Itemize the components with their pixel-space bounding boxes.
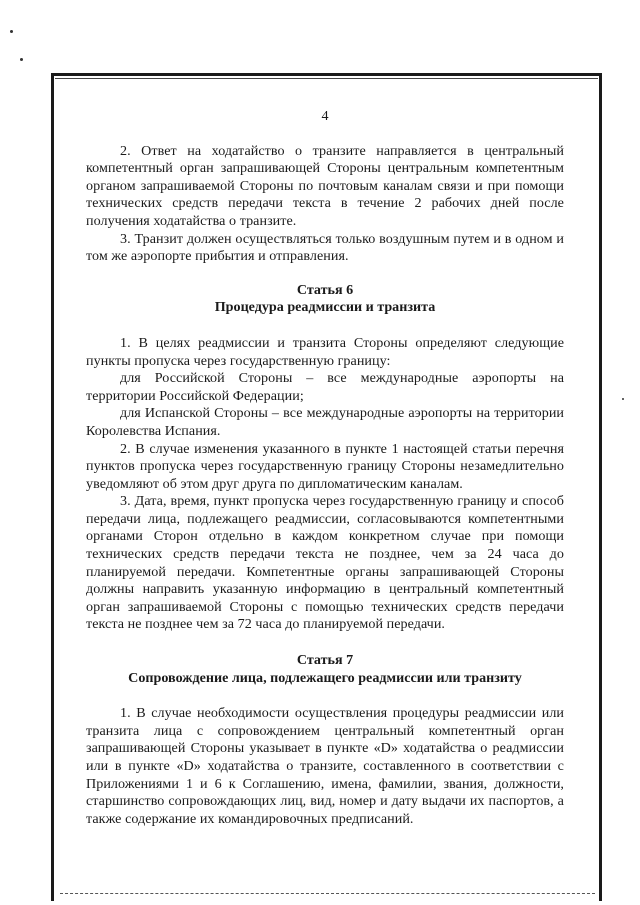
paragraph: 1. В случае необходимости осуществления процедуры реадмиссии или транзита лица с сопровождением центральный компетентный орган запрашивающей Стороны указывает в пункте «D» ходатайства о реадмиссии или в пункте «D» ходатайства о транзите, составленного в соответствии с Приложениями 1 и 6 к Соглашению, имена, фамилии, звания, должности, старшинство сопровождающих лиц, вид, номер и дату выдачи их паспортов, а также содержание их командировочных предписаний. bbox=[86, 705, 564, 827]
page-frame-bottom-line bbox=[60, 893, 595, 894]
article-6-number: Статья 6 bbox=[296, 281, 354, 298]
paragraph: 1. В целях реадмиссии и транзита Стороны определяют следующие пункты пропуска через государственную границу: bbox=[86, 334, 564, 369]
page-frame-inner-line bbox=[55, 78, 598, 79]
scan-speck bbox=[20, 58, 23, 61]
document-body bbox=[86, 108, 564, 828]
paragraph: для Российской Стороны – все международные аэропорты на территории Российской Федерации; bbox=[86, 370, 564, 404]
scan-speck bbox=[622, 398, 624, 400]
paragraph: для Испанской Стороны – все международные аэропорты на территории Королевства Испания. bbox=[86, 405, 564, 439]
page-number: 4 bbox=[321, 108, 329, 124]
scan-speck bbox=[10, 30, 13, 33]
paragraph: 3. Дата, время, пункт пропуска через государственную границу и способ передачи лица, подлежащего реадмиссии, согласовываются компетентными органами Сторон отдельно в каждом конкретном случае при помощи технических средств передачи текста не позднее, чем за 24 часа до планируемой передачи. Компетентные органы запрашивающей Стороны должны направить указанную информацию в центральный компетентный орган запрашиваемой Стороны с помощью технических средств передачи текста не позднее чем за 72 часа до планируемой передачи. bbox=[86, 493, 564, 633]
paragraph: 2. В случае изменения указанного в пункте 1 настоящей статьи перечня пунктов пропуска через государственную границу Стороны незамедлительно уведомляют об этом друг друга по дипломатическим каналам. bbox=[86, 440, 564, 492]
paragraph: 2. Ответ на ходатайство о транзите направляется в центральный компетентный орган запрашивающей Стороны центральным компетентным органом запрашиваемой Стороны по почтовым каналам связи и при помощи технических средств передачи текста в течение 2 рабочих дней после получения ходатайства о транзите. bbox=[86, 142, 564, 229]
paragraph: 3. Транзит должен осуществляться только воздушным путем и в одном и том же аэропорте прибытия и отправления. bbox=[86, 230, 564, 265]
article-7-title: Сопровождение лица, подлежащего реадмиссии или транзиту bbox=[128, 669, 522, 686]
article-7-number: Статья 7 bbox=[296, 652, 354, 669]
article-6-title: Процедура реадмиссии и транзита bbox=[214, 299, 436, 316]
